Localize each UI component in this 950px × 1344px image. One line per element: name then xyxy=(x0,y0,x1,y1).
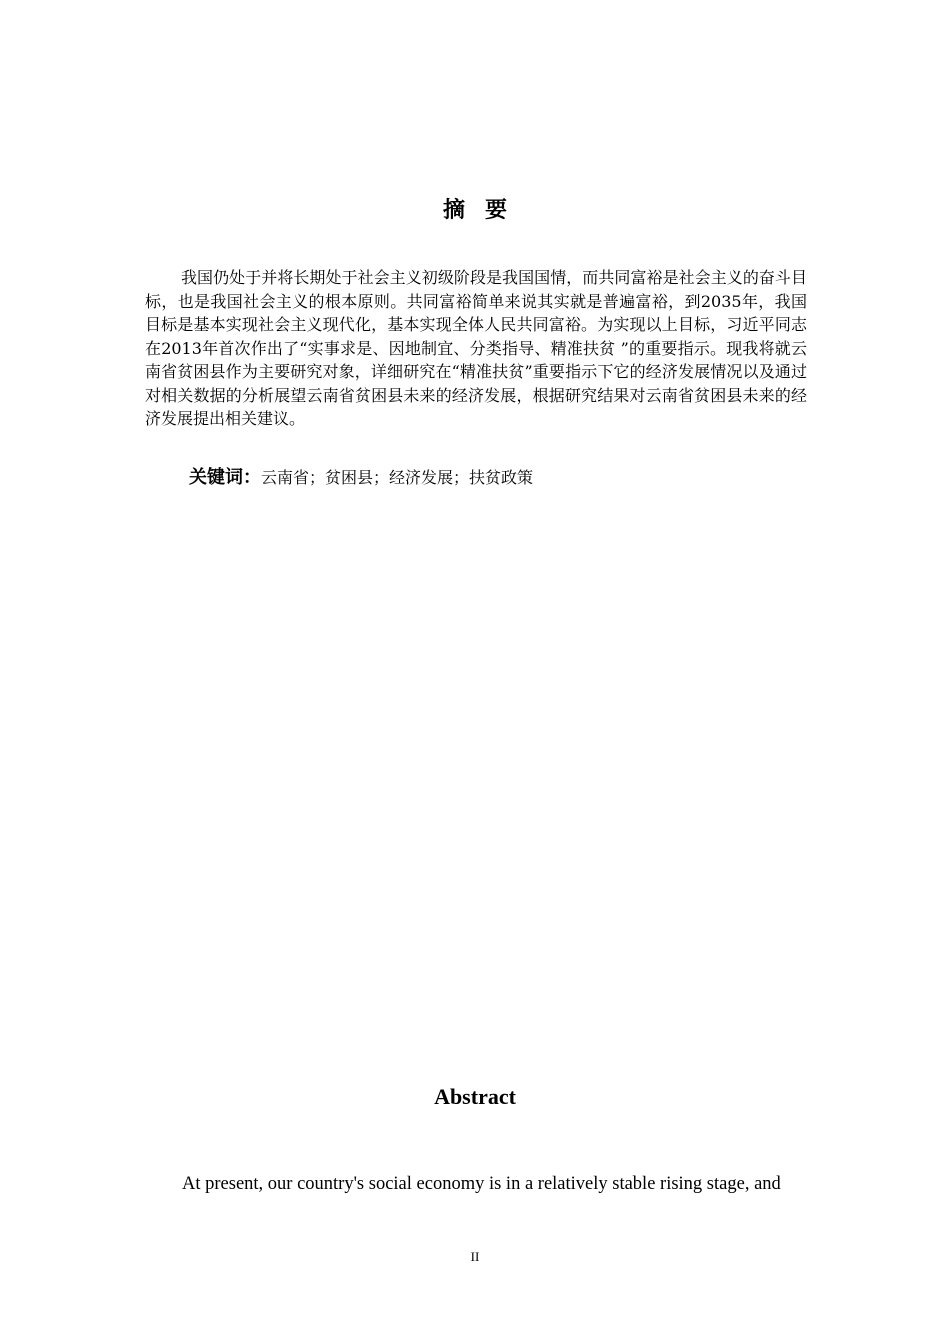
keywords-text: 云南省；贫困县；经济发展；扶贫政策 xyxy=(261,468,534,487)
page-number: II xyxy=(470,1249,480,1264)
english-abstract-body: At present, our country's social economy is in a relatively stable rising stage, and xyxy=(182,1174,781,1194)
keywords-label: 关键词： xyxy=(189,467,261,488)
keywords-line xyxy=(189,466,809,490)
chinese-abstract-title: 摘要 xyxy=(442,198,527,223)
chinese-abstract-body: 我国仍处于并将长期处于社会主义初级阶段是我国国情，而共同富裕是社会主义的奋斗目标，也是我国社会主义的根本原则。共同富裕简单来说其实就是普遍富裕，到2035年，我国目标是基本实现社会主义现代化，基本实现全体人民共同富裕。为实现以上目标，习近平同志在2013年首次作出了“实事求是、因地制宜、分类指导、精准扶贫 ”的重要指示。现我将就云南省贫困县作为主要研究对象，详细研究在“精准扶贫”重要指示下它的经济发展情况以及通过对相关数据的分析展望云南省贫困县未来的经济发展，根据研究结果对云南省贫困县未来的经济发展提出相关建议。 xyxy=(145,268,807,428)
english-abstract-title: Abstract xyxy=(434,1084,516,1109)
